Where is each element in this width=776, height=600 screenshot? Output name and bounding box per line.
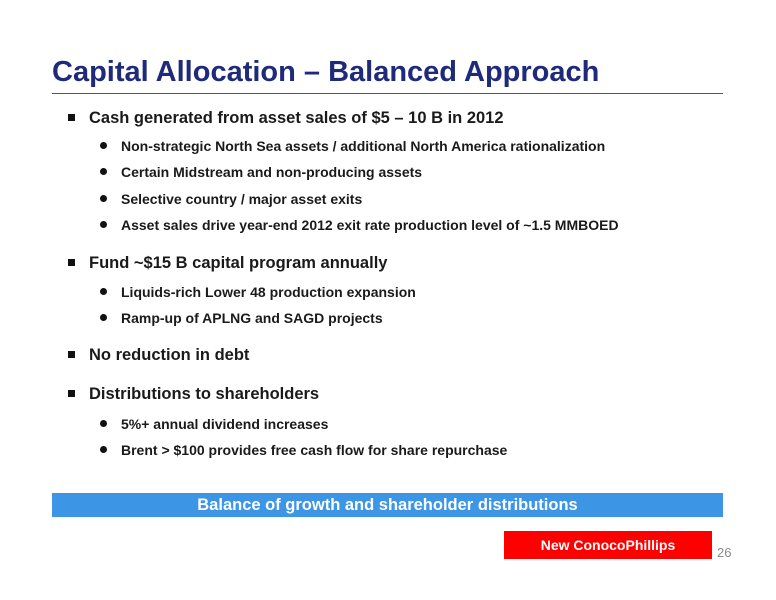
sub-bullet-text: Asset sales drive year-end 2012 exit rate production level of ~1.5 MMBOED [121, 217, 619, 233]
sub-bullet [100, 284, 416, 300]
slide-title: Capital Allocation – Balanced Approach [52, 56, 600, 88]
round-bullet-icon [100, 142, 107, 149]
summary-banner: Balance of growth and shareholder distributions [52, 493, 723, 517]
square-bullet-icon [68, 390, 75, 397]
square-bullet-icon [68, 259, 75, 266]
sub-bullet [100, 138, 605, 154]
sub-bullet-text: Brent > $100 provides free cash flow for share repurchase [121, 442, 508, 458]
page-number: 26 [717, 545, 732, 560]
sub-bullet-text: 5%+ annual dividend increases [121, 416, 329, 432]
bullet-capital-program [68, 254, 387, 273]
round-bullet-icon [100, 168, 107, 175]
sub-bullet [100, 164, 422, 180]
sub-bullet [100, 310, 383, 326]
sub-bullet-text: Non-strategic North Sea assets / additional North America rationalization [121, 138, 606, 154]
square-bullet-icon [68, 114, 75, 121]
sub-bullet-text: Ramp-up of APLNG and SAGD projects [121, 310, 383, 326]
sub-bullet [100, 416, 328, 432]
sub-bullet-text: Selective country / major asset exits [121, 191, 363, 207]
bullet-text: No reduction in debt [89, 346, 250, 364]
round-bullet-icon [100, 221, 107, 228]
round-bullet-icon [100, 446, 107, 453]
company-logo: New ConocoPhillips [504, 531, 712, 559]
round-bullet-icon [100, 314, 107, 321]
round-bullet-icon [100, 288, 107, 295]
round-bullet-icon [100, 195, 107, 202]
bullet-text: Cash generated from asset sales of $5 – 10 B in 2012 [89, 109, 504, 127]
bullet-asset-sales [68, 109, 504, 128]
square-bullet-icon [68, 351, 75, 358]
sub-bullet-text: Liquids-rich Lower 48 production expansion [121, 284, 416, 300]
bullet-text: Distributions to shareholders [89, 385, 320, 403]
sub-bullet [100, 442, 507, 458]
sub-bullet-text: Certain Midstream and non-producing assets [121, 164, 423, 180]
bullet-text: Fund ~$15 B capital program annually [89, 254, 388, 272]
sub-bullet [100, 217, 619, 233]
bullet-distributions [68, 385, 319, 404]
sub-bullet [100, 191, 362, 207]
bullet-debt [68, 346, 249, 365]
round-bullet-icon [100, 420, 107, 427]
